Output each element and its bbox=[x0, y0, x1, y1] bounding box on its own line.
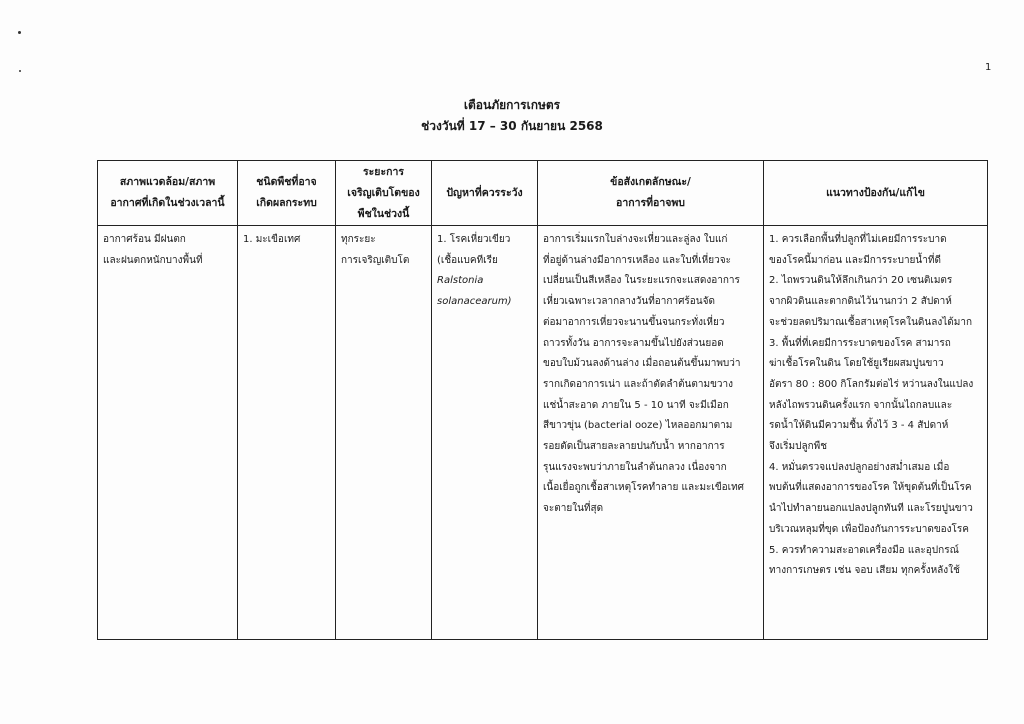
table-row bbox=[98, 226, 988, 640]
header-symptoms: ข้อสังเกตลักษณะ/ อาการที่อาจพบ bbox=[538, 161, 764, 226]
cell-problem: 1. โรคเหี่ยวเขียว (เชื้อแบคทีเรีย Ralstonia solanacearum) bbox=[432, 226, 538, 640]
scan-speck bbox=[19, 70, 21, 72]
cell-growth-stage: ทุกระยะ การเจริญเติบโต bbox=[336, 226, 432, 640]
page-number: 1 bbox=[985, 62, 992, 73]
header-problem: ปัญหาที่ควรระวัง bbox=[432, 161, 538, 226]
table-header-row bbox=[98, 161, 988, 226]
cell-symptoms: อาการเริ่มแรกใบล่างจะเหี่ยวและลู่ลง ใบแก่ ที่อยู่ด้านล่างมีอาการเหลือง และใบที่เหี่ยวจะ เปลี่ยนเป็นสีเหลือง ในระยะแรกจะแสดงอาการ เหี่ยวเฉพาะเวลากลางวันที่อากาศร้อนจัด ต่อมาอาการเหี่ยวจะนานขึ้นจนกระทั่งเหี่ยว ถาวรทั้งวัน อาการจะลามขึ้นไปยังส่วนยอด ขอบใบม้วนลงด้านล่าง เมื่อถอนต้นขึ้นมาพบว่า รากเกิดอาการเน่า และถ้าตัดลำต้นตามขวาง แช่น้ำสะอาด ภายใน 5 - 10 นาที จะมีเมือก สีขาวขุ่น (bacterial ooze) ไหลออกมาตาม รอยตัดเป็นสายละลายปนกับน้ำ หากอาการ รุนแรงจะพบว่าภายในลำต้นกลวง เนื่องจาก เนื้อเยื่อถูกเชื้อสาเหตุโรคทำลาย และมะเขือเทศ จะตายในที่สุด bbox=[538, 226, 764, 640]
document-subtitle: ช่วงวันที่ 17 – 30 กันยายน 2568 bbox=[421, 119, 603, 133]
header-growth-stage: ระยะการ เจริญเติบโตของ พืชในช่วงนี้ bbox=[336, 161, 432, 226]
header-crop: ชนิดพืชที่อาจ เกิดผลกระทบ bbox=[238, 161, 336, 226]
document-title: เตือนภัยการเกษตร bbox=[463, 98, 561, 112]
cell-environment: อากาศร้อน มีฝนตก และฝนตกหนักบางพื้นที่ bbox=[98, 226, 238, 640]
header-prevention: แนวทางป้องกัน/แก้ไข bbox=[764, 161, 988, 226]
scan-speck bbox=[18, 31, 21, 34]
cell-prevention: 1. ควรเลือกพื้นที่ปลูกที่ไม่เคยมีการระบาด ของโรคนี้มาก่อน และมีการระบายน้ำที่ดี 2. ไถพรวนดินให้ลึกเกินกว่า 20 เซนติเมตร จากผิวดินและตากดินไว้นานกว่า 2 สัปดาห์ จะช่วยลดปริมาณเชื้อสาเหตุโรคในดินลงได้มาก 3. พื้นที่ที่เคยมีการระบาดของโรค สามารถ ฆ่าเชื้อโรคในดิน โดยใช้ยูเรียผสมปูนขาว อัตรา 80 : 800 กิโลกรัมต่อไร่ หว่านลงในแปลง หลังไถพรวนดินครั้งแรก จากนั้นไถกลบและ รดน้ำให้ดินมีความชื้น ทิ้งไว้ 3 - 4 สัปดาห์ จึงเริ่มปลูกพืช 4. หมั่นตรวจแปลงปลูกอย่างสม่ำเสมอ เมื่อ พบต้นที่แสดงอาการของโรค ให้ขุดต้นที่เป็นโรค นำไปทำลายนอกแปลงปลูกทันที และโรยปูนขาว บริเวณหลุมที่ขุด เพื่อป้องกันการระบาดของโรค 5. ควรทำความสะอาดเครื่องมือ และอุปกรณ์ ทางการเกษตร เช่น จอบ เสียม ทุกครั้งหลังใช้ bbox=[764, 226, 988, 640]
cell-crop: 1. มะเขือเทศ bbox=[238, 226, 336, 640]
header-environment: สภาพแวดล้อม/สภาพ อากาศที่เกิดในช่วงเวลานี้ bbox=[98, 161, 238, 226]
warning-table bbox=[97, 160, 988, 640]
